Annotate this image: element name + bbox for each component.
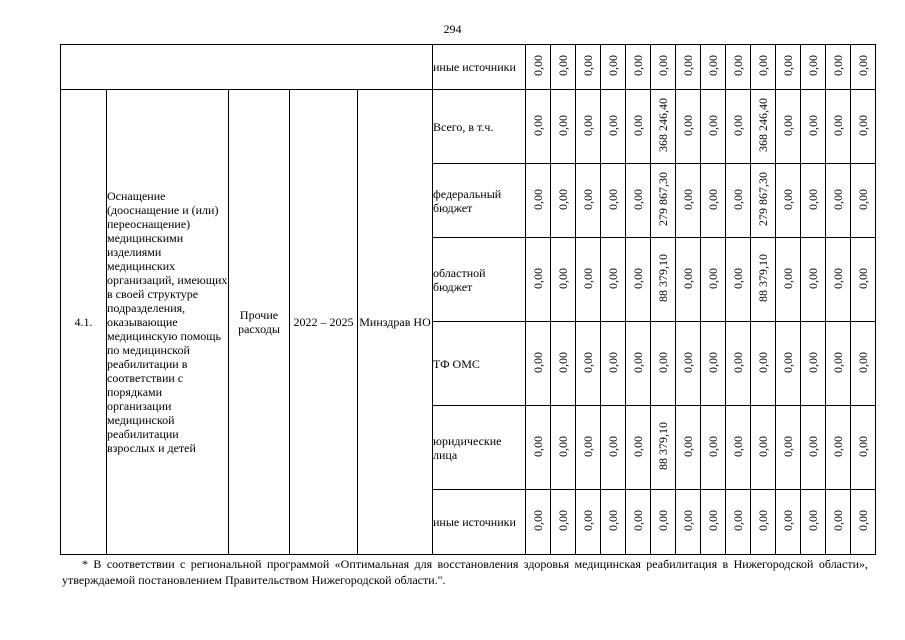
- value-text: 0,00: [681, 510, 695, 531]
- value-cell: [576, 164, 601, 238]
- value-cell: [651, 406, 676, 490]
- empty-merged-cell: [61, 45, 433, 90]
- value-cell: [851, 322, 876, 406]
- value-cell: [701, 490, 726, 555]
- value-text: 0,00: [606, 267, 620, 289]
- value-cell: [626, 45, 651, 90]
- value-text: 0,00: [656, 55, 670, 76]
- value-cell: [651, 238, 676, 322]
- value-text: 0,00: [581, 510, 595, 531]
- value-text: 0,00: [656, 510, 670, 531]
- value-cell: [601, 45, 626, 90]
- value-text: 0,00: [581, 267, 595, 289]
- value-text: 0,00: [681, 435, 695, 457]
- value-cell: [701, 164, 726, 238]
- value-text: 0,00: [856, 114, 870, 136]
- value-text: 0,00: [731, 510, 745, 531]
- value-text: 0,00: [781, 510, 795, 531]
- value-text: 0,00: [806, 435, 820, 457]
- value-text: 0,00: [706, 351, 720, 373]
- value-text: 0,00: [656, 351, 670, 373]
- value-cell: [701, 238, 726, 322]
- value-cell: [526, 45, 551, 90]
- value-text: 0,00: [631, 114, 645, 136]
- value-cell: [626, 490, 651, 555]
- value-text: 0,00: [606, 435, 620, 457]
- value-text: 0,00: [781, 435, 795, 457]
- value-cell: [601, 238, 626, 322]
- value-text: 0,00: [831, 55, 845, 76]
- value-cell: [776, 90, 801, 164]
- value-cell: [826, 45, 851, 90]
- budget-table: [60, 44, 876, 555]
- value-text: 0,00: [731, 55, 745, 76]
- value-cell: [676, 238, 701, 322]
- value-cell: [726, 490, 751, 555]
- value-text: 0,00: [606, 188, 620, 210]
- value-text: 0,00: [631, 55, 645, 76]
- value-cell: [801, 238, 826, 322]
- value-cell: [676, 164, 701, 238]
- value-text: 0,00: [781, 188, 795, 210]
- value-text: 0,00: [756, 351, 770, 373]
- value-text: 0,00: [631, 188, 645, 210]
- value-cell: [676, 490, 701, 555]
- value-cell: [826, 164, 851, 238]
- value-cell: [751, 90, 776, 164]
- value-text: 0,00: [706, 510, 720, 531]
- value-cell: [551, 90, 576, 164]
- value-cell: [776, 490, 801, 555]
- value-cell: [851, 90, 876, 164]
- table-row: [61, 90, 876, 164]
- value-text: 279 867,30: [656, 172, 670, 226]
- value-cell: [826, 238, 851, 322]
- value-text: 0,00: [531, 351, 545, 373]
- value-text: 0,00: [806, 188, 820, 210]
- value-cell: [551, 164, 576, 238]
- value-text: 0,00: [831, 435, 845, 457]
- value-cell: [751, 164, 776, 238]
- value-text: 0,00: [731, 188, 745, 210]
- value-text: 0,00: [856, 510, 870, 531]
- value-cell: [751, 322, 776, 406]
- value-cell: [551, 322, 576, 406]
- value-text: 0,00: [681, 188, 695, 210]
- value-cell: [751, 238, 776, 322]
- value-text: 0,00: [681, 114, 695, 136]
- value-cell: [551, 406, 576, 490]
- value-cell: [651, 322, 676, 406]
- value-cell: [801, 45, 826, 90]
- executor: Минздрав НО: [358, 90, 433, 555]
- value-text: 0,00: [706, 114, 720, 136]
- value-cell: [851, 45, 876, 90]
- value-text: 0,00: [581, 435, 595, 457]
- value-text: 0,00: [756, 510, 770, 531]
- value-text: 0,00: [781, 114, 795, 136]
- value-text: 0,00: [831, 510, 845, 531]
- value-cell: [676, 45, 701, 90]
- value-text: 368 246,40: [756, 98, 770, 152]
- value-text: 0,00: [781, 55, 795, 76]
- value-cell: [626, 238, 651, 322]
- value-text: 0,00: [831, 267, 845, 289]
- value-cell: [576, 322, 601, 406]
- value-text: 0,00: [581, 188, 595, 210]
- page-number: 294: [443, 22, 462, 36]
- value-text: 0,00: [706, 267, 720, 289]
- value-cell: [726, 45, 751, 90]
- value-text: 0,00: [806, 55, 820, 76]
- value-cell: [526, 490, 551, 555]
- value-cell: [576, 90, 601, 164]
- value-cell: [701, 90, 726, 164]
- value-text: 0,00: [856, 267, 870, 289]
- value-cell: [601, 490, 626, 555]
- value-cell: [826, 406, 851, 490]
- value-text: 0,00: [581, 351, 595, 373]
- value-text: 0,00: [806, 114, 820, 136]
- value-cell: [726, 164, 751, 238]
- value-cell: [826, 90, 851, 164]
- value-text: 0,00: [556, 188, 570, 210]
- value-cell: [851, 490, 876, 555]
- value-cell: [851, 164, 876, 238]
- value-cell: [601, 322, 626, 406]
- value-cell: [776, 45, 801, 90]
- value-cell: [751, 490, 776, 555]
- value-cell: [726, 238, 751, 322]
- value-cell: [626, 164, 651, 238]
- value-cell: [801, 406, 826, 490]
- source-label: Всего, в т.ч.: [433, 90, 526, 164]
- value-cell: [776, 406, 801, 490]
- source-label: иные источники: [433, 490, 526, 555]
- value-text: 0,00: [781, 267, 795, 289]
- value-text: 0,00: [581, 114, 595, 136]
- value-text: 0,00: [556, 351, 570, 373]
- value-cell: [701, 406, 726, 490]
- value-text: 0,00: [531, 510, 545, 531]
- value-text: 0,00: [731, 351, 745, 373]
- value-text: 0,00: [781, 351, 795, 373]
- item-description: Оснащение (дооснащение и (или) переоснащение) медицинскими изделиями медицинских организаций, имеющих в своей структуре подразделения, оказывающие медицинскую помощь по медицинской реабилитации в соответствии с порядками организации медицинской реабилитации взрослых и детей: [107, 90, 229, 555]
- value-cell: [526, 164, 551, 238]
- value-cell: [851, 238, 876, 322]
- value-cell: [726, 322, 751, 406]
- value-cell: [576, 490, 601, 555]
- source-label: федеральный бюджет: [433, 164, 526, 238]
- footnote-text: * В соответствии с региональной программой «Оптимальная для восстановления здоровья медицинская реабилитация в Нижегородской области», утверждаемой постановлением Правительством Нижегородской области.".: [62, 557, 868, 587]
- value-cell: [526, 406, 551, 490]
- value-text: 0,00: [556, 114, 570, 136]
- value-text: 368 246,40: [656, 98, 670, 152]
- value-text: 0,00: [756, 55, 770, 76]
- value-text: 0,00: [856, 435, 870, 457]
- value-text: 0,00: [606, 351, 620, 373]
- value-cell: [601, 406, 626, 490]
- value-text: 0,00: [531, 55, 545, 76]
- value-cell: [651, 490, 676, 555]
- value-cell: [826, 490, 851, 555]
- value-text: 0,00: [631, 510, 645, 531]
- period: 2022 – 2025: [290, 90, 358, 555]
- value-cell: [726, 90, 751, 164]
- source-label: иные источники: [433, 45, 526, 90]
- expense-type: Прочие расходы: [229, 90, 290, 555]
- value-text: 0,00: [531, 188, 545, 210]
- value-cell: [676, 322, 701, 406]
- value-text: 0,00: [606, 55, 620, 76]
- value-text: 0,00: [681, 55, 695, 76]
- value-text: 0,00: [856, 188, 870, 210]
- value-cell: [576, 238, 601, 322]
- value-cell: [801, 322, 826, 406]
- value-text: 0,00: [631, 435, 645, 457]
- value-text: 0,00: [806, 267, 820, 289]
- value-text: 0,00: [681, 351, 695, 373]
- value-cell: [526, 238, 551, 322]
- value-cell: [801, 164, 826, 238]
- value-text: 88 379,10: [656, 254, 670, 302]
- value-cell: [526, 322, 551, 406]
- value-cell: [601, 90, 626, 164]
- value-text: 88 379,10: [756, 254, 770, 302]
- value-cell: [776, 322, 801, 406]
- value-text: 88 379,10: [656, 422, 670, 470]
- value-cell: [701, 45, 726, 90]
- value-text: 0,00: [731, 114, 745, 136]
- value-cell: [651, 164, 676, 238]
- value-cell: [701, 322, 726, 406]
- value-text: 0,00: [681, 267, 695, 289]
- value-text: 0,00: [556, 510, 570, 531]
- value-cell: [551, 490, 576, 555]
- value-cell: [626, 322, 651, 406]
- value-text: 0,00: [831, 351, 845, 373]
- value-cell: [801, 490, 826, 555]
- value-text: 0,00: [706, 188, 720, 210]
- source-label: ТФ ОМС: [433, 322, 526, 406]
- value-text: 0,00: [606, 510, 620, 531]
- value-text: 0,00: [556, 267, 570, 289]
- value-cell: [826, 322, 851, 406]
- value-text: 0,00: [631, 267, 645, 289]
- value-cell: [751, 406, 776, 490]
- value-text: 0,00: [806, 351, 820, 373]
- value-cell: [726, 406, 751, 490]
- value-text: 0,00: [531, 267, 545, 289]
- value-cell: [651, 90, 676, 164]
- value-cell: [626, 406, 651, 490]
- value-text: 0,00: [631, 351, 645, 373]
- value-text: 0,00: [856, 55, 870, 76]
- value-text: 0,00: [606, 114, 620, 136]
- value-cell: [651, 45, 676, 90]
- value-text: 0,00: [556, 435, 570, 457]
- value-cell: [676, 90, 701, 164]
- value-text: 0,00: [831, 114, 845, 136]
- value-text: 0,00: [531, 435, 545, 457]
- value-cell: [776, 164, 801, 238]
- value-cell: [751, 45, 776, 90]
- value-text: 279 867,30: [756, 172, 770, 226]
- table-row-top: [61, 45, 876, 90]
- value-text: 0,00: [556, 55, 570, 76]
- value-cell: [551, 45, 576, 90]
- value-text: 0,00: [581, 55, 595, 76]
- value-text: 0,00: [756, 435, 770, 457]
- value-cell: [601, 164, 626, 238]
- value-cell: [526, 90, 551, 164]
- value-text: 0,00: [706, 435, 720, 457]
- value-text: 0,00: [531, 114, 545, 136]
- value-cell: [551, 238, 576, 322]
- value-text: 0,00: [731, 267, 745, 289]
- value-text: 0,00: [831, 188, 845, 210]
- value-text: 0,00: [706, 55, 720, 76]
- value-cell: [576, 406, 601, 490]
- value-text: 0,00: [806, 510, 820, 531]
- value-text: 0,00: [856, 351, 870, 373]
- value-cell: [851, 406, 876, 490]
- value-cell: [626, 90, 651, 164]
- footnote: [62, 556, 868, 588]
- value-cell: [576, 45, 601, 90]
- source-label: юридические лица: [433, 406, 526, 490]
- item-number: 4.1.: [61, 90, 107, 555]
- value-cell: [801, 90, 826, 164]
- value-cell: [776, 238, 801, 322]
- value-cell: [676, 406, 701, 490]
- source-label: областной бюджет: [433, 238, 526, 322]
- value-text: 0,00: [731, 435, 745, 457]
